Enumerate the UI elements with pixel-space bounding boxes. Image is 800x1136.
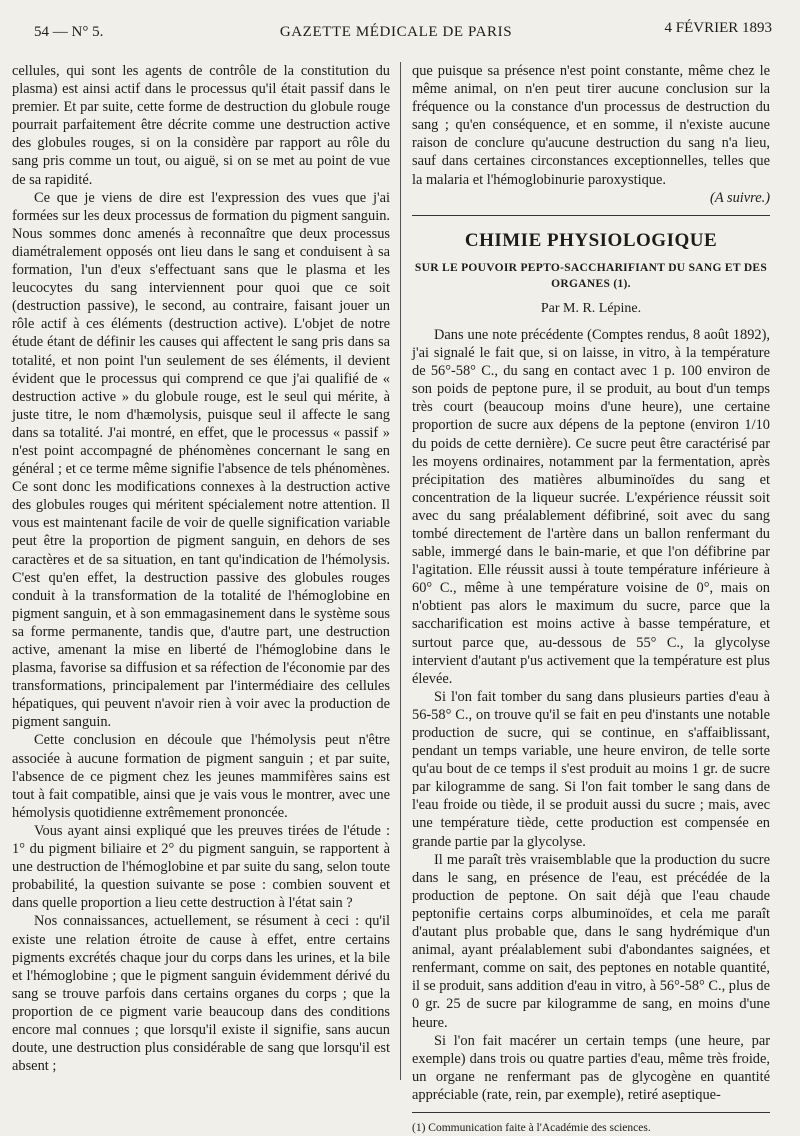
section-divider bbox=[412, 215, 770, 216]
issue-date: 4 FÉVRIER 1893 bbox=[664, 20, 772, 36]
footnote-divider bbox=[412, 1112, 770, 1113]
paragraph: Vous ayant ainsi expliqué que les preuves tirées de l'étude : 1° du pigment biliaire et 2° du pigment sanguin, se rapportent à une destruction de l'hémoglobine et par suite du sang, selon toute probabilité, la question suivante se pose : combien souvent et dans quelle proportion a lieu cette destruction à l'état sain ? bbox=[12, 822, 390, 912]
journal-title: GAZETTE MÉDICALE DE PARIS bbox=[279, 24, 513, 40]
article-title: SUR LE POUVOIR PEPTO-SACCHARIFIANT DU SANG ET DES ORGANES (1). bbox=[414, 261, 768, 290]
column-divider bbox=[400, 62, 401, 1080]
footnote: (1) Communication faite à l'Académie des sciences. bbox=[412, 1121, 651, 1134]
paragraph: cellules, qui sont les agents de contrôle de la constitution du plasma) est ainsi actif dans le processus qu'il était passif dans le premier. Et par suite, cette forme de destruction du globule rouge pourrait parfaitement être décrite comme une destruction active des globules rouges, si on la considère par rapport au rôle du sang pris comme un tout, ou aiguë, si on se met au point de vue de sa rapidité. bbox=[12, 63, 390, 188]
paragraph: Si l'on fait tomber du sang dans plusieurs parties d'eau à 56-58° C., on trouve qu'il se fait en peu d'instants une notable production de sucre, qui se continue, en s'affaiblissant, pendant un temps variable, une heure environ, de telle sorte qu'au bout de ce temps il s'est produit au moins 1 gr. de sucre par kilogramme de sang. Si l'on fait tomber le sang dans de l'eau froide ou tiède, il se produit aussi du sucre ; mais, avec une température tiède, cette production est compensée en grande partie par la glycolyse. bbox=[412, 688, 770, 850]
paragraph-continuation: que puisque sa présence n'est point constante, même chez le même animal, on n'en peut tirer aucune conclusion sur la fréquence ou la constance d'un processus de destruction du sang ; qu'en conséquence, et en somme, il n'existe aucune raison de conclure qu'aucune destruction du sang n'a lieu, sauf dans certaines circonstances exceptionnelles, telles que la malaria et l'hémoglobinurie paroxystique. bbox=[412, 63, 770, 188]
paragraph: Ce que je viens de dire est l'expression des vues que j'ai formées sur les deux processus de formation du pigment sanguin. Nous sommes donc amenés à reconnaître que deux processus diamétralement opposés ont lieu dans le sang et conduisent à sa formation, l'un d'eux s'effectuant sans que le plasma et les leucocytes du sang interviennent pour quoi que ce soit (destruction passive), le second, au contraire, faisant jouer un rôle actif à ces éléments (destruction active). L'objet de notre étude étant de définir les causes qui affectent le sang pris dans sa totalité, et non point l'un seulement de ses éléments, il devient évident que le processus qui comprend ce que j'ai qualifié de « destruction active » du globule rouge, est le seul qui mérite, à juste titre, le nom d'hæmolysis, puisque seul il affecte le sang dans sa totalité. J'ai montré, en effet, que le processus « passif » n'est point accompagné de phénomènes concernant le sang en général ; et ce terme même signifie l'absence de tels phénomènes. Ce sont donc les modifications connexes à la destruction active des globules rouges qui méritent spécialement notre attention. Il vous est maintenant facile de voir de quelle signification variable peut être la proportion de pigment sanguin, en dehors de ses caractères et de sa situation, en tant qu'indication de l'hémolysis. C'est qu'en effet, la destruction passive des globules rouges conduit à la transformation de la totalité de l'hémoglobine en pigment sanguin, et à son emmagasinement dans le système sous sa forme permanente, tandis que, d'autre part, une destruction active, amenant la mise en liberté de l'hémoglobine dans le plasma, favorise sa diffusion et sa réfection de l'économie par des transformations, principalement par l'intermédiaire des cellules hépatiques, qui peuvent n'avoir rien à voir avec la production de pigment sanguin. bbox=[12, 189, 390, 731]
paragraph: Il me paraît très vraisemblable que la production du sucre dans le sang, en présence de l'eau, est précédée de la production de peptone. On sait déjà que l'eau chaude peptonifie certains corps albuminoïdes, et cela me paraît d'autant plus probable que, dans le sang hydrémique d'un animal, ayant préalablement subi d'abondantes saignées, et renfermant, comme on sait, des peptones en notable quantité, il se produit, sans addition d'eau in vitro, à 56°-58° C., plus de 0 gr. 25 de sucre par kilogramme de sang, en moins d'une heure. bbox=[412, 851, 770, 1031]
page-header bbox=[14, 14, 778, 46]
left-column bbox=[12, 62, 390, 1080]
paragraph: Si l'on fait macérer un certain temps (une heure, par exemple) dans trois ou quatre parties d'eau, même très froide, un organe ne renfermant pas de glycogène en quantité appréciable (rate, rein, par exemple), retiré aseptique- bbox=[412, 1032, 770, 1103]
article-author: Par M. R. Lépine. bbox=[540, 300, 642, 316]
paragraph: Nos connaissances, actuellement, se résument à ceci : qu'il existe une relation étroite de cause à effet, entre certains pigments excrétés chaque jour du corps dans les urines, et la bile et l'hémoglobine ; que le pigment sanguin évidemment dérivé du sang se trouve parfois dans certains organes du corps ; que la proportion de ce pigment varie beaucoup dans des conditions encore mal connues ; que lorsqu'il existe il signifie, sans aucun doute, une destruction plus considérable de sang que lorsqu'il est absent ; bbox=[12, 913, 390, 1075]
paragraph: Dans une note précédente (Comptes rendus, 8 août 1892), j'ai signalé le fait que, si on laisse, in vitro, à la température de 56°-58° C., du sang en contact avec 1 p. 100 environ de son poids de peptone pure, il se produit, au bout d'un temps très court (beaucoup moins d'une heure), une certaine proportion de sucre aux dépens de la peptone (environ 1/10 du poids de cette dernière). Ce sucre peut être caractérisé par les moyens ordinaires, notamment par la fermentation, après précipitation des matières albuminoïdes du sang et concentration de la liqueur sucrée. L'expérience réussit soit avec du sang préalablement défibriné, soit avec du sang tombé directement de l'artère dans un ballon renfermant du sable, immergé dans le bain-marie, et que l'on défibrine par l'agitation. Elle réussit aussi à toute température inférieure à 60° C., même à une température voisine de 0°, mais on n'obtient pas alors le maximum du sucre, parce que la saccharification est moins active à basse température, et surtout parce que, au-dessous de 55° C., la glycolyse intervient d'autant p'us activement que la température est plus élevée. bbox=[412, 326, 770, 687]
to-follow-note: (A suivre.) bbox=[710, 189, 770, 206]
section-title: CHIMIE PHYSIOLOGIQUE bbox=[464, 229, 718, 251]
page-number: 54 — N° 5. bbox=[34, 24, 104, 40]
right-column bbox=[412, 62, 770, 1134]
paragraph: Cette conclusion en découle que l'hémolysis peut n'être associée à aucune formation de pigment sanguin ; et par suite, l'absence de ce pigment chez les jeunes mammifères sains est tout à fait compatible, ainsi que je vais vous le montrer, avec une hémolysis quotidienne extrêmement prononcée. bbox=[12, 732, 390, 821]
